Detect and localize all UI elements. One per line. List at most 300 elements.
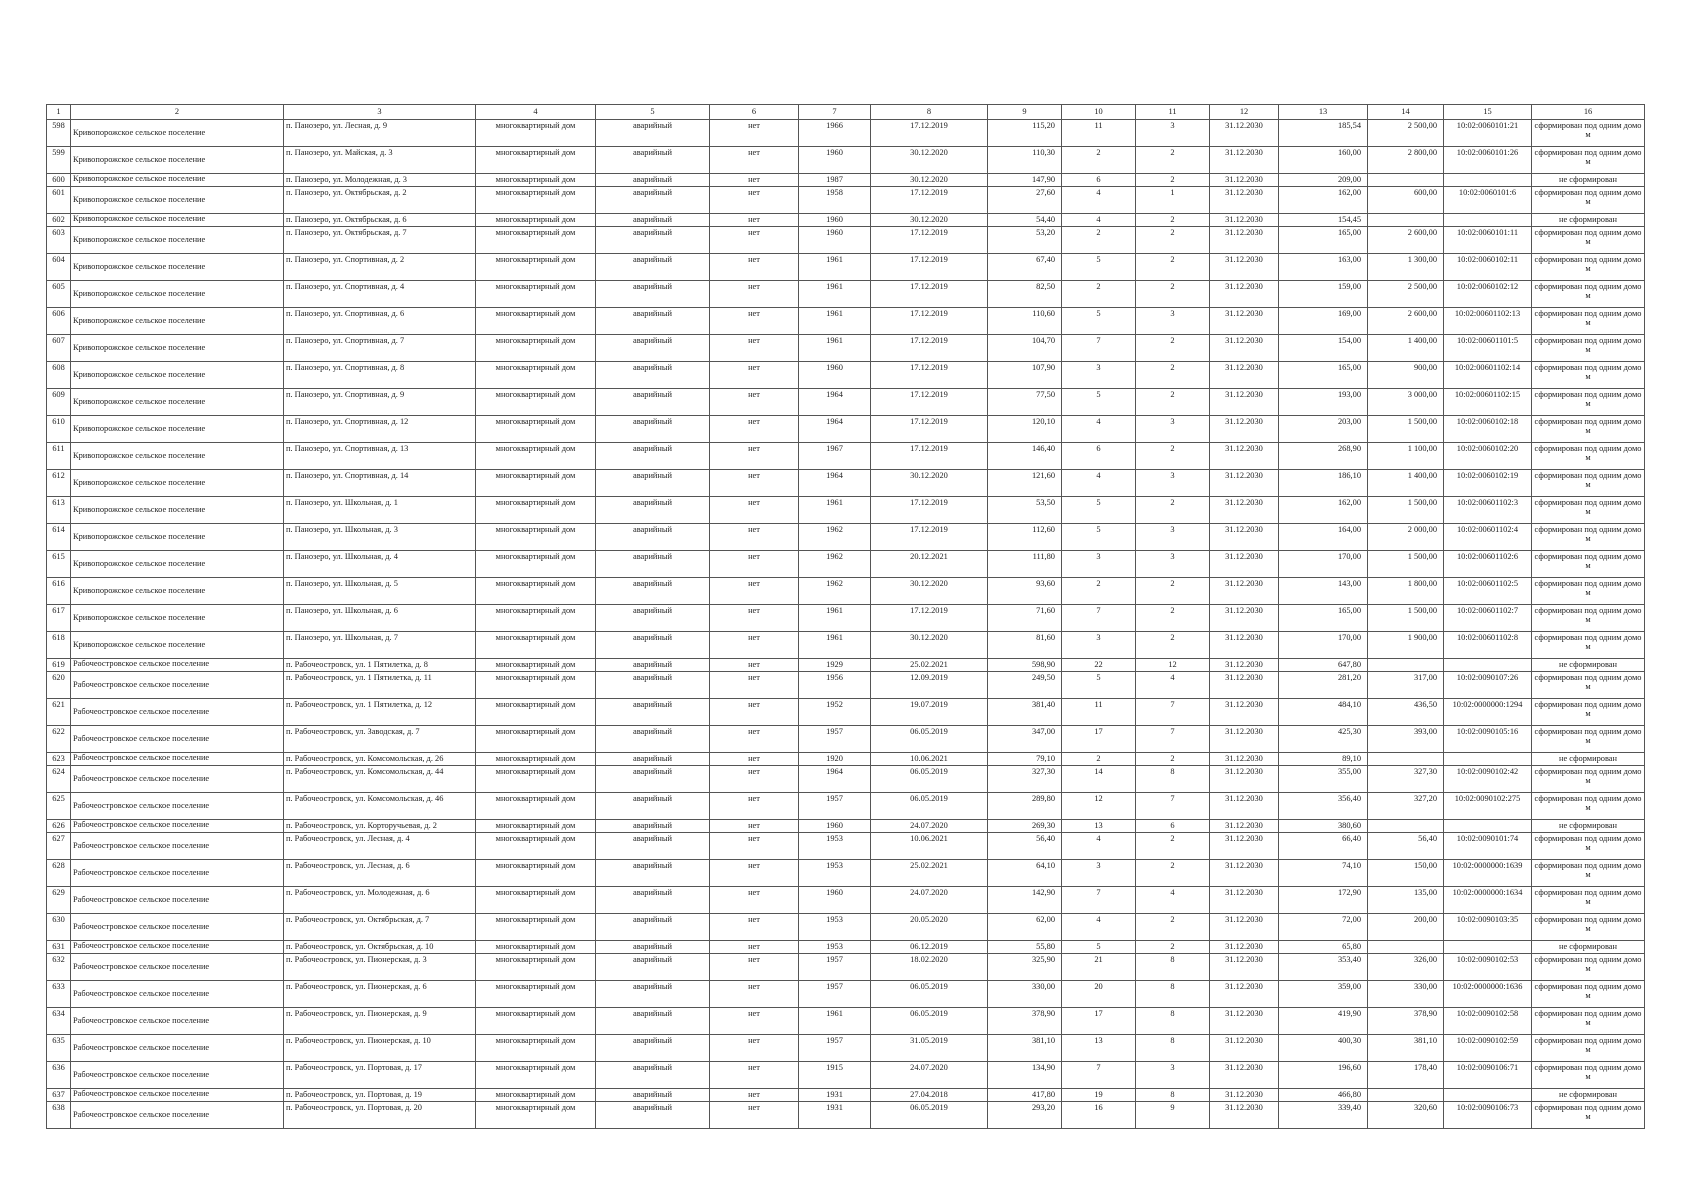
decision-date-cell: 12.09.2019 — [871, 672, 988, 699]
cost-value-cell: 163,00 — [1279, 254, 1368, 281]
residents-cell: 5 — [1062, 389, 1136, 416]
table-row — [47, 793, 1645, 820]
decision-date-cell: 20.05.2020 — [871, 914, 988, 941]
area-cell: 27,60 — [988, 187, 1062, 214]
settlement-cell: Рабочеостровское сельское поселение — [71, 860, 284, 887]
resettlement-deadline-cell: 31.12.2030 — [1210, 281, 1279, 308]
cost-value-cell: 186,10 — [1279, 470, 1368, 497]
decision-date-cell: 10.06.2021 — [871, 833, 988, 860]
protection-status-cell: нет — [710, 941, 799, 954]
cost-value-cell: 162,00 — [1279, 187, 1368, 214]
area-cell: 381,40 — [988, 699, 1062, 726]
land-area-cell: 436,50 — [1368, 699, 1444, 726]
building-type-cell: многоквартирный дом — [476, 335, 596, 362]
building-type-cell: многоквартирный дом — [476, 672, 596, 699]
year-built-cell: 1961 — [799, 632, 871, 659]
column-header: 4 — [476, 105, 596, 120]
apartments-cell: 3 — [1136, 416, 1210, 443]
row-number-cell: 636 — [47, 1062, 71, 1089]
apartments-cell: 2 — [1136, 214, 1210, 227]
settlement-cell: Рабочеостровское сельское поселение — [71, 753, 284, 766]
land-area-cell: 1 500,00 — [1368, 551, 1444, 578]
decision-date-cell: 24.07.2020 — [871, 1062, 988, 1089]
decision-date-cell: 17.12.2019 — [871, 605, 988, 632]
condition-cell: аварийный — [596, 214, 710, 227]
decision-date-cell: 19.07.2019 — [871, 699, 988, 726]
apartments-cell: 1 — [1136, 187, 1210, 214]
condition-cell: аварийный — [596, 1008, 710, 1035]
cost-value-cell: 170,00 — [1279, 551, 1368, 578]
resettlement-deadline-cell: 31.12.2030 — [1210, 187, 1279, 214]
year-built-cell: 1966 — [799, 120, 871, 147]
land-status-cell: сформирован под одним домом — [1532, 672, 1645, 699]
condition-cell: аварийный — [596, 605, 710, 632]
settlement-cell: Кривопорожское сельское поселение — [71, 147, 284, 174]
apartments-cell: 2 — [1136, 605, 1210, 632]
protection-status-cell: нет — [710, 174, 799, 187]
land-status-cell: сформирован под одним домом — [1532, 551, 1645, 578]
settlement-cell: Рабочеостровское сельское поселение — [71, 1008, 284, 1035]
apartments-cell: 2 — [1136, 174, 1210, 187]
condition-cell: аварийный — [596, 174, 710, 187]
building-type-cell: многоквартирный дом — [476, 174, 596, 187]
protection-status-cell: нет — [710, 1008, 799, 1035]
apartments-cell: 3 — [1136, 524, 1210, 551]
land-status-cell: не сформирован — [1532, 1089, 1645, 1102]
cost-value-cell: 196,60 — [1279, 1062, 1368, 1089]
year-built-cell: 1961 — [799, 308, 871, 335]
cadastral-number-cell: 10:02:0090102:275 — [1444, 793, 1532, 820]
area-cell: 249,50 — [988, 672, 1062, 699]
condition-cell: аварийный — [596, 820, 710, 833]
residents-cell: 4 — [1062, 833, 1136, 860]
residents-cell: 7 — [1062, 605, 1136, 632]
area-cell: 146,40 — [988, 443, 1062, 470]
building-type-cell: многоквартирный дом — [476, 914, 596, 941]
row-number-cell: 634 — [47, 1008, 71, 1035]
land-area-cell — [1368, 1089, 1444, 1102]
decision-date-cell: 06.05.2019 — [871, 766, 988, 793]
building-type-cell: многоквартирный дом — [476, 254, 596, 281]
cadastral-number-cell: 10:02:00601102:3 — [1444, 497, 1532, 524]
land-status-cell: сформирован под одним домом — [1532, 1062, 1645, 1089]
apartments-cell: 12 — [1136, 659, 1210, 672]
year-built-cell: 1960 — [799, 214, 871, 227]
land-status-cell: сформирован под одним домом — [1532, 389, 1645, 416]
row-number-cell: 625 — [47, 793, 71, 820]
apartments-cell: 9 — [1136, 1102, 1210, 1129]
cost-value-cell: 193,00 — [1279, 389, 1368, 416]
row-number-cell: 602 — [47, 214, 71, 227]
protection-status-cell: нет — [710, 335, 799, 362]
apartments-cell: 3 — [1136, 120, 1210, 147]
land-status-cell: не сформирован — [1532, 753, 1645, 766]
row-number-cell: 620 — [47, 672, 71, 699]
area-cell: 110,60 — [988, 308, 1062, 335]
cadastral-number-cell: 10:02:0060102:18 — [1444, 416, 1532, 443]
table-row — [47, 362, 1645, 389]
address-cell: п. Панозеро, ул. Молодежная, д. 3 — [284, 174, 476, 187]
decision-date-cell: 17.12.2019 — [871, 227, 988, 254]
land-status-cell: сформирован под одним домом — [1532, 981, 1645, 1008]
land-status-cell: сформирован под одним домом — [1532, 605, 1645, 632]
cadastral-number-cell: 10:02:0060102:12 — [1444, 281, 1532, 308]
column-header: 15 — [1444, 105, 1532, 120]
land-status-cell: не сформирован — [1532, 820, 1645, 833]
row-number-cell: 633 — [47, 981, 71, 1008]
protection-status-cell: нет — [710, 914, 799, 941]
settlement-cell: Кривопорожское сельское поселение — [71, 335, 284, 362]
resettlement-deadline-cell: 31.12.2030 — [1210, 362, 1279, 389]
resettlement-deadline-cell: 31.12.2030 — [1210, 470, 1279, 497]
address-cell: п. Панозеро, ул. Школьная, д. 3 — [284, 524, 476, 551]
area-cell: 53,50 — [988, 497, 1062, 524]
land-area-cell: 135,00 — [1368, 887, 1444, 914]
decision-date-cell: 17.12.2019 — [871, 389, 988, 416]
condition-cell: аварийный — [596, 793, 710, 820]
decision-date-cell: 27.04.2018 — [871, 1089, 988, 1102]
land-area-cell: 3 000,00 — [1368, 389, 1444, 416]
table-row — [47, 887, 1645, 914]
residents-cell: 7 — [1062, 887, 1136, 914]
land-area-cell — [1368, 174, 1444, 187]
land-status-cell: сформирован под одним домом — [1532, 1008, 1645, 1035]
land-area-cell: 1 800,00 — [1368, 578, 1444, 605]
residents-cell: 2 — [1062, 578, 1136, 605]
table-row — [47, 954, 1645, 981]
land-status-cell: сформирован под одним домом — [1532, 147, 1645, 174]
decision-date-cell: 06.12.2019 — [871, 941, 988, 954]
residents-cell: 7 — [1062, 335, 1136, 362]
area-cell: 64,10 — [988, 860, 1062, 887]
row-number-cell: 637 — [47, 1089, 71, 1102]
column-header: 2 — [71, 105, 284, 120]
apartments-cell: 7 — [1136, 699, 1210, 726]
protection-status-cell: нет — [710, 120, 799, 147]
address-cell: п. Рабочеостровск, ул. Октябрьская, д. 7 — [284, 914, 476, 941]
apartments-cell: 4 — [1136, 887, 1210, 914]
condition-cell: аварийный — [596, 335, 710, 362]
area-cell: 121,60 — [988, 470, 1062, 497]
address-cell: п. Рабочеостровск, ул. Комсомольская, д. 46 — [284, 793, 476, 820]
year-built-cell: 1964 — [799, 389, 871, 416]
row-number-cell: 632 — [47, 954, 71, 981]
condition-cell: аварийный — [596, 497, 710, 524]
cadastral-number-cell: 10:02:0090105:16 — [1444, 726, 1532, 753]
address-cell: п. Панозеро, ул. Школьная, д. 1 — [284, 497, 476, 524]
building-type-cell: многоквартирный дом — [476, 1062, 596, 1089]
cost-value-cell: 159,00 — [1279, 281, 1368, 308]
condition-cell: аварийный — [596, 914, 710, 941]
land-area-cell: 1 500,00 — [1368, 416, 1444, 443]
resettlement-deadline-cell: 31.12.2030 — [1210, 335, 1279, 362]
address-cell: п. Панозеро, ул. Октябрьская, д. 6 — [284, 214, 476, 227]
residents-cell: 22 — [1062, 659, 1136, 672]
land-area-cell: 320,60 — [1368, 1102, 1444, 1129]
year-built-cell: 1964 — [799, 766, 871, 793]
settlement-cell: Рабочеостровское сельское поселение — [71, 793, 284, 820]
row-number-cell: 635 — [47, 1035, 71, 1062]
row-number-cell: 630 — [47, 914, 71, 941]
land-status-cell: сформирован под одним домом — [1532, 860, 1645, 887]
resettlement-deadline-cell: 31.12.2030 — [1210, 753, 1279, 766]
address-cell: п. Панозеро, ул. Школьная, д. 7 — [284, 632, 476, 659]
residents-cell: 6 — [1062, 174, 1136, 187]
building-type-cell: многоквартирный дом — [476, 497, 596, 524]
apartments-cell: 2 — [1136, 632, 1210, 659]
protection-status-cell: нет — [710, 1089, 799, 1102]
settlement-cell: Рабочеостровское сельское поселение — [71, 833, 284, 860]
year-built-cell: 1956 — [799, 672, 871, 699]
protection-status-cell: нет — [710, 214, 799, 227]
decision-date-cell: 24.07.2020 — [871, 820, 988, 833]
settlement-cell: Рабочеостровское сельское поселение — [71, 1035, 284, 1062]
decision-date-cell: 20.12.2021 — [871, 551, 988, 578]
address-cell: п. Рабочеостровск, ул. Пионерская, д. 10 — [284, 1035, 476, 1062]
residents-cell: 3 — [1062, 632, 1136, 659]
cadastral-number-cell: 10:02:0090107:26 — [1444, 672, 1532, 699]
land-area-cell — [1368, 659, 1444, 672]
decision-date-cell: 17.12.2019 — [871, 281, 988, 308]
land-status-cell: сформирован под одним домом — [1532, 227, 1645, 254]
area-cell: 55,80 — [988, 941, 1062, 954]
resettlement-deadline-cell: 31.12.2030 — [1210, 524, 1279, 551]
land-area-cell: 378,90 — [1368, 1008, 1444, 1035]
table-row — [47, 726, 1645, 753]
cost-value-cell: 74,10 — [1279, 860, 1368, 887]
building-type-cell: многоквартирный дом — [476, 524, 596, 551]
table-row — [47, 981, 1645, 1008]
residents-cell: 5 — [1062, 524, 1136, 551]
table-row — [47, 281, 1645, 308]
year-built-cell: 1961 — [799, 1008, 871, 1035]
land-area-cell: 1 100,00 — [1368, 443, 1444, 470]
cost-value-cell: 353,40 — [1279, 954, 1368, 981]
protection-status-cell: нет — [710, 1062, 799, 1089]
land-status-cell: сформирован под одним домом — [1532, 281, 1645, 308]
column-header: 12 — [1210, 105, 1279, 120]
settlement-cell: Кривопорожское сельское поселение — [71, 362, 284, 389]
residents-cell: 2 — [1062, 227, 1136, 254]
housing-registry-table — [46, 104, 1645, 1129]
cadastral-number-cell: 10:02:00601102:15 — [1444, 389, 1532, 416]
residents-cell: 20 — [1062, 981, 1136, 1008]
protection-status-cell: нет — [710, 389, 799, 416]
land-status-cell: сформирован под одним домом — [1532, 308, 1645, 335]
year-built-cell: 1920 — [799, 753, 871, 766]
protection-status-cell: нет — [710, 187, 799, 214]
decision-date-cell: 30.12.2020 — [871, 578, 988, 605]
column-header: 11 — [1136, 105, 1210, 120]
resettlement-deadline-cell: 31.12.2030 — [1210, 833, 1279, 860]
condition-cell: аварийный — [596, 726, 710, 753]
row-number-cell: 629 — [47, 887, 71, 914]
apartments-cell: 8 — [1136, 1035, 1210, 1062]
address-cell: п. Рабочеостровск, ул. Молодежная, д. 6 — [284, 887, 476, 914]
cost-value-cell: 281,20 — [1279, 672, 1368, 699]
residents-cell: 4 — [1062, 187, 1136, 214]
cost-value-cell: 160,00 — [1279, 147, 1368, 174]
protection-status-cell: нет — [710, 605, 799, 632]
cost-value-cell: 339,40 — [1279, 1102, 1368, 1129]
building-type-cell: многоквартирный дом — [476, 793, 596, 820]
cost-value-cell: 647,80 — [1279, 659, 1368, 672]
condition-cell: аварийный — [596, 389, 710, 416]
column-header: 13 — [1279, 105, 1368, 120]
address-cell: п. Рабочеостровск, ул. Комсомольская, д. 26 — [284, 753, 476, 766]
condition-cell: аварийный — [596, 1062, 710, 1089]
table-row — [47, 914, 1645, 941]
condition-cell: аварийный — [596, 578, 710, 605]
cost-value-cell: 143,00 — [1279, 578, 1368, 605]
land-status-cell: сформирован под одним домом — [1532, 1102, 1645, 1129]
residents-cell: 13 — [1062, 820, 1136, 833]
land-area-cell: 1 500,00 — [1368, 497, 1444, 524]
protection-status-cell: нет — [710, 551, 799, 578]
resettlement-deadline-cell: 31.12.2030 — [1210, 659, 1279, 672]
column-header: 1 — [47, 105, 71, 120]
land-status-cell: сформирован под одним домом — [1532, 914, 1645, 941]
year-built-cell: 1961 — [799, 605, 871, 632]
protection-status-cell: нет — [710, 820, 799, 833]
protection-status-cell: нет — [710, 281, 799, 308]
address-cell: п. Панозеро, ул. Спортивная, д. 12 — [284, 416, 476, 443]
resettlement-deadline-cell: 31.12.2030 — [1210, 981, 1279, 1008]
building-type-cell: многоквартирный дом — [476, 887, 596, 914]
year-built-cell: 1967 — [799, 443, 871, 470]
address-cell: п. Панозеро, ул. Школьная, д. 4 — [284, 551, 476, 578]
protection-status-cell: нет — [710, 497, 799, 524]
residents-cell: 3 — [1062, 551, 1136, 578]
residents-cell: 19 — [1062, 1089, 1136, 1102]
decision-date-cell: 06.05.2019 — [871, 1008, 988, 1035]
area-cell: 115,20 — [988, 120, 1062, 147]
year-built-cell: 1929 — [799, 659, 871, 672]
apartments-cell: 2 — [1136, 362, 1210, 389]
year-built-cell: 1952 — [799, 699, 871, 726]
address-cell: п. Рабочеостровск, ул. 1 Пятилетка, д. 11 — [284, 672, 476, 699]
condition-cell: аварийный — [596, 941, 710, 954]
area-cell: 417,80 — [988, 1089, 1062, 1102]
table-row — [47, 860, 1645, 887]
row-number-cell: 603 — [47, 227, 71, 254]
table-row — [47, 632, 1645, 659]
row-number-cell: 618 — [47, 632, 71, 659]
year-built-cell: 1960 — [799, 227, 871, 254]
area-cell: 56,40 — [988, 833, 1062, 860]
area-cell: 93,60 — [988, 578, 1062, 605]
row-number-cell: 611 — [47, 443, 71, 470]
table-row — [47, 605, 1645, 632]
area-cell: 142,90 — [988, 887, 1062, 914]
residents-cell: 21 — [1062, 954, 1136, 981]
area-cell: 71,60 — [988, 605, 1062, 632]
table-row — [47, 578, 1645, 605]
address-cell: п. Панозеро, ул. Школьная, д. 6 — [284, 605, 476, 632]
settlement-cell: Кривопорожское сельское поселение — [71, 308, 284, 335]
land-status-cell: сформирован под одним домом — [1532, 120, 1645, 147]
year-built-cell: 1957 — [799, 726, 871, 753]
area-cell: 269,30 — [988, 820, 1062, 833]
column-header: 3 — [284, 105, 476, 120]
land-area-cell: 150,00 — [1368, 860, 1444, 887]
area-cell: 381,10 — [988, 1035, 1062, 1062]
settlement-cell: Кривопорожское сельское поселение — [71, 551, 284, 578]
cadastral-number-cell: 10:02:00601102:5 — [1444, 578, 1532, 605]
apartments-cell: 3 — [1136, 1062, 1210, 1089]
residents-cell: 17 — [1062, 726, 1136, 753]
column-header: 6 — [710, 105, 799, 120]
decision-date-cell: 17.12.2019 — [871, 120, 988, 147]
row-number-cell: 605 — [47, 281, 71, 308]
row-number-cell: 616 — [47, 578, 71, 605]
protection-status-cell: нет — [710, 362, 799, 389]
condition-cell: аварийный — [596, 254, 710, 281]
area-cell: 82,50 — [988, 281, 1062, 308]
condition-cell: аварийный — [596, 470, 710, 497]
row-number-cell: 621 — [47, 699, 71, 726]
resettlement-deadline-cell: 31.12.2030 — [1210, 443, 1279, 470]
land-area-cell: 2 800,00 — [1368, 147, 1444, 174]
land-area-cell: 178,40 — [1368, 1062, 1444, 1089]
cost-value-cell: 484,10 — [1279, 699, 1368, 726]
residents-cell: 6 — [1062, 443, 1136, 470]
resettlement-deadline-cell: 31.12.2030 — [1210, 941, 1279, 954]
cadastral-number-cell: 10:02:0060101:11 — [1444, 227, 1532, 254]
cadastral-number-cell: 10:02:00601102:13 — [1444, 308, 1532, 335]
protection-status-cell: нет — [710, 766, 799, 793]
address-cell: п. Рабочеостровск, ул. Пионерская, д. 9 — [284, 1008, 476, 1035]
protection-status-cell: нет — [710, 672, 799, 699]
settlement-cell: Рабочеостровское сельское поселение — [71, 887, 284, 914]
row-number-cell: 600 — [47, 174, 71, 187]
year-built-cell: 1915 — [799, 1062, 871, 1089]
settlement-cell: Кривопорожское сельское поселение — [71, 227, 284, 254]
row-number-cell: 619 — [47, 659, 71, 672]
row-number-cell: 622 — [47, 726, 71, 753]
year-built-cell: 1957 — [799, 793, 871, 820]
residents-cell: 7 — [1062, 1062, 1136, 1089]
table-row — [47, 699, 1645, 726]
settlement-cell: Кривопорожское сельское поселение — [71, 187, 284, 214]
resettlement-deadline-cell: 31.12.2030 — [1210, 551, 1279, 578]
column-header: 16 — [1532, 105, 1645, 120]
land-area-cell: 600,00 — [1368, 187, 1444, 214]
condition-cell: аварийный — [596, 833, 710, 860]
address-cell: п. Рабочеостровск, ул. Портовая, д. 20 — [284, 1102, 476, 1129]
resettlement-deadline-cell: 31.12.2030 — [1210, 914, 1279, 941]
address-cell: п. Панозеро, ул. Спортивная, д. 8 — [284, 362, 476, 389]
table-row — [47, 1062, 1645, 1089]
condition-cell: аварийный — [596, 187, 710, 214]
resettlement-deadline-cell: 31.12.2030 — [1210, 887, 1279, 914]
cadastral-number-cell: 10:02:0060102:20 — [1444, 443, 1532, 470]
apartments-cell: 2 — [1136, 147, 1210, 174]
table-row — [47, 214, 1645, 227]
settlement-cell: Кривопорожское сельское поселение — [71, 389, 284, 416]
protection-status-cell: нет — [710, 524, 799, 551]
cadastral-number-cell: 10:02:0090106:71 — [1444, 1062, 1532, 1089]
settlement-cell: Рабочеостровское сельское поселение — [71, 981, 284, 1008]
condition-cell: аварийный — [596, 362, 710, 389]
land-status-cell: сформирован под одним домом — [1532, 887, 1645, 914]
year-built-cell: 1960 — [799, 820, 871, 833]
land-area-cell: 327,30 — [1368, 766, 1444, 793]
condition-cell: аварийный — [596, 416, 710, 443]
decision-date-cell: 06.05.2019 — [871, 1102, 988, 1129]
settlement-cell: Кривопорожское сельское поселение — [71, 524, 284, 551]
condition-cell: аварийный — [596, 120, 710, 147]
